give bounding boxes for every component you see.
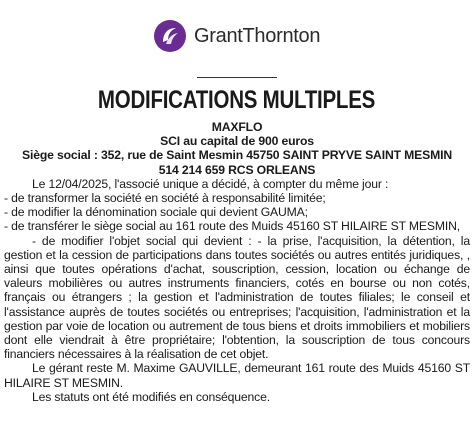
intro-paragraph: Le 12/04/2025, l'associé unique a décidé, à compter du même jour : [32,176,389,191]
notice-body [4,120,470,404]
company-seat: Siège social : 352, rue de Saint Mesmin 45750 SAINT PRYVE SAINT MESMIN [22,148,452,163]
company-rcs: 514 214 659 RCS ORLEANS [158,162,316,177]
title-divider [197,77,277,78]
manager-paragraph: Le gérant reste M. Maxime GAUVILLE, demeurant 161 route des Muids 45160 ST HILAIRE ST MESMIN. [4,361,470,390]
purpose-change-item: - de modifier l'objet social qui devient : - la prise, l'acquisition, la détention, la gestion et la cession de participations dans toutes sociétés ou autres entités juridiques, , ainsi que toutes opérations d'achat, souscription, cession, location ou échange de valeurs mobilières ou autres instruments financiers, cotés en bourse ou non cotés, français ou étrangers ; la gestion et l'administration de toutes filiales; le conseil et l'assistance auprès de toutes sociétés ou entreprises; l'acquisition, l'administration et la gestion par voie de location ou autrement de tous biens et droits immobiliers et mobiliers dont elle viendrait à être propriétaire; l'obtention, la souscription de tous concours financiers nécessaires à la réalisation de cet objet. [4,233,470,362]
notice-headline: MODIFICATIONS MULTIPLES [97,86,376,114]
seat-transfer-item: - de transférer le siège social au 161 route des Muids 45160 ST HILAIRE ST MESMIN, [4,219,461,234]
company-capital: SCI au capital de 900 euros [160,134,314,149]
transformation-item: - de transformer la société en société à responsabilité limitée; [4,191,326,206]
grant-thornton-logo [154,20,320,52]
closing-paragraph: Les statuts ont été modifiés en conséquence. [32,389,270,404]
brand-name: GrantThornton [194,24,321,47]
company-name: MAXFLO [211,120,263,134]
grant-thornton-swirl-icon [154,20,186,52]
name-change-item: - de modifier la dénomination sociale qui devient GAUMA; [4,205,308,220]
